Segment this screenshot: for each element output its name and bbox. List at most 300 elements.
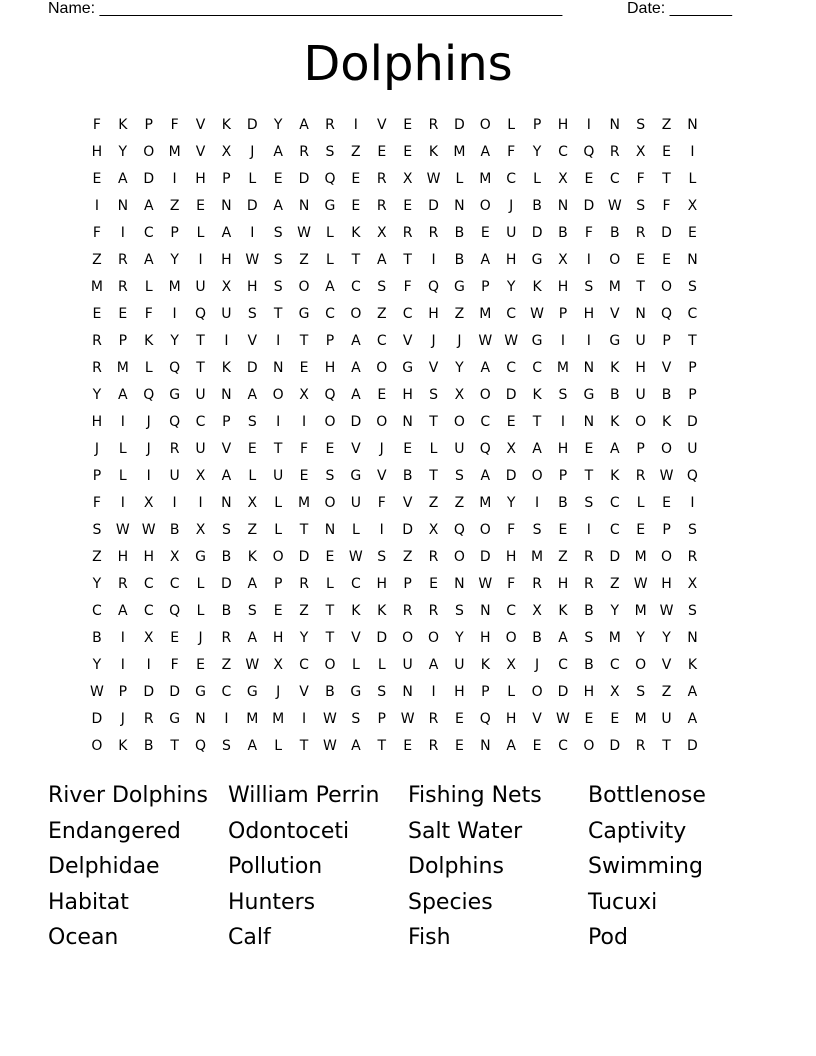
grid-letter[interactable]: A <box>480 144 491 160</box>
grid-letter[interactable]: D <box>687 738 698 754</box>
grid-letter[interactable]: A <box>118 171 128 187</box>
grid-letter[interactable]: Y <box>92 387 102 403</box>
grid-letter[interactable]: P <box>170 225 179 241</box>
grid-letter[interactable]: O <box>609 252 621 268</box>
grid-letter[interactable]: M <box>246 711 259 727</box>
grid-letter[interactable]: Y <box>170 333 179 349</box>
grid-letter[interactable]: E <box>454 738 464 754</box>
grid-letter[interactable]: N <box>480 738 491 754</box>
grid-letter[interactable]: J <box>94 441 100 457</box>
grid-letter[interactable]: K <box>351 603 361 619</box>
grid-letter[interactable]: E <box>325 549 335 565</box>
grid-letter[interactable]: U <box>221 306 232 322</box>
grid-letter[interactable]: O <box>479 387 491 403</box>
grid-letter[interactable]: U <box>402 657 413 673</box>
date-field[interactable]: Date: _______ <box>627 0 732 17</box>
grid-letter[interactable]: Z <box>92 549 102 565</box>
grid-letter[interactable]: X <box>532 603 542 619</box>
grid-letter[interactable]: R <box>584 549 594 565</box>
grid-letter[interactable]: T <box>403 252 412 268</box>
grid-letter[interactable]: O <box>453 549 465 565</box>
grid-letter[interactable]: G <box>350 468 362 484</box>
name-field[interactable]: Name: ____________________________________________________ <box>48 0 563 17</box>
grid-letter[interactable]: B <box>532 630 542 646</box>
grid-letter[interactable]: E <box>92 306 102 322</box>
grid-letter[interactable]: X <box>143 630 154 646</box>
grid-letter[interactable]: U <box>454 657 465 673</box>
grid-letter[interactable]: G <box>350 684 362 700</box>
grid-letter[interactable]: B <box>402 468 413 484</box>
grid-letter[interactable]: A <box>480 360 491 376</box>
grid-letter[interactable]: I <box>560 333 566 349</box>
grid-letter[interactable]: S <box>687 522 697 538</box>
grid-letter[interactable]: A <box>351 387 361 403</box>
grid-letter[interactable]: F <box>507 522 516 538</box>
grid-letter[interactable]: Z <box>221 657 232 673</box>
grid-letter[interactable]: B <box>221 549 232 565</box>
grid-letter[interactable]: S <box>351 711 361 727</box>
grid-letter[interactable]: M <box>168 279 181 295</box>
grid-letter[interactable]: J <box>509 198 514 214</box>
grid-letter[interactable]: G <box>298 306 310 322</box>
grid-letter[interactable]: X <box>506 441 516 457</box>
grid-letter[interactable]: E <box>403 117 413 133</box>
grid-letter[interactable]: M <box>608 279 621 295</box>
grid-letter[interactable]: G <box>246 684 258 700</box>
grid-letter[interactable]: L <box>118 468 127 484</box>
grid-letter[interactable]: T <box>196 333 205 349</box>
grid-letter[interactable]: U <box>195 279 206 295</box>
grid-letter[interactable]: E <box>403 738 413 754</box>
grid-letter[interactable]: W <box>478 576 493 592</box>
grid-letter[interactable]: X <box>609 684 620 700</box>
grid-letter[interactable]: L <box>688 171 697 187</box>
grid-letter[interactable]: L <box>429 441 438 457</box>
grid-letter[interactable]: L <box>351 522 360 538</box>
grid-letter[interactable]: P <box>636 441 645 457</box>
grid-letter[interactable]: W <box>348 549 363 565</box>
grid-letter[interactable]: R <box>117 252 128 268</box>
grid-letter[interactable]: D <box>246 360 258 376</box>
grid-letter[interactable]: B <box>92 630 102 646</box>
grid-letter[interactable]: D <box>246 117 258 133</box>
grid-letter[interactable]: K <box>610 468 620 484</box>
grid-letter[interactable]: V <box>299 684 309 700</box>
grid-letter[interactable]: R <box>428 549 439 565</box>
grid-letter[interactable]: M <box>556 360 570 376</box>
grid-letter[interactable]: E <box>196 657 205 673</box>
grid-letter[interactable]: D <box>298 549 310 565</box>
grid-letter[interactable]: X <box>687 198 698 214</box>
grid-letter[interactable]: S <box>636 117 646 133</box>
grid-letter[interactable]: L <box>507 684 516 700</box>
grid-letter[interactable]: V <box>609 306 620 322</box>
grid-letter[interactable]: I <box>302 414 307 430</box>
grid-letter[interactable]: R <box>428 117 439 133</box>
grid-letter[interactable]: V <box>376 117 387 133</box>
grid-letter[interactable]: N <box>557 198 569 214</box>
grid-letter[interactable]: A <box>376 252 387 268</box>
grid-letter[interactable]: L <box>274 495 283 511</box>
grid-letter[interactable]: R <box>402 225 413 241</box>
grid-letter[interactable]: P <box>481 684 490 700</box>
grid-letter[interactable]: H <box>480 630 491 646</box>
grid-letter[interactable]: R <box>428 603 439 619</box>
grid-letter[interactable]: O <box>350 306 362 322</box>
grid-letter[interactable]: S <box>377 549 387 565</box>
grid-letter[interactable]: O <box>324 414 336 430</box>
grid-letter[interactable]: N <box>687 117 698 133</box>
grid-letter[interactable]: V <box>221 441 232 457</box>
grid-letter[interactable]: O <box>272 387 284 403</box>
grid-letter[interactable]: M <box>298 495 311 511</box>
grid-letter[interactable]: E <box>325 441 335 457</box>
grid-letter[interactable]: S <box>584 279 594 295</box>
grid-letter[interactable]: Y <box>170 252 179 268</box>
grid-letter[interactable]: C <box>325 306 335 322</box>
grid-letter[interactable]: D <box>661 225 672 241</box>
grid-letter[interactable]: M <box>608 630 621 646</box>
grid-letter[interactable]: A <box>118 387 128 403</box>
grid-letter[interactable]: S <box>532 522 542 538</box>
grid-letter[interactable]: Q <box>194 738 207 754</box>
grid-letter[interactable]: P <box>273 576 283 592</box>
grid-letter[interactable]: I <box>172 171 177 187</box>
grid-letter[interactable]: Q <box>169 603 181 619</box>
grid-letter[interactable]: O <box>428 630 440 646</box>
grid-letter[interactable]: B <box>325 684 335 700</box>
grid-letter[interactable]: B <box>221 603 232 619</box>
grid-letter[interactable]: I <box>586 522 591 538</box>
grid-letter[interactable]: I <box>535 495 540 511</box>
grid-letter[interactable]: T <box>584 468 594 484</box>
grid-letter[interactable]: K <box>144 333 154 349</box>
grid-letter[interactable]: E <box>480 225 490 241</box>
grid-letter[interactable]: P <box>558 306 568 322</box>
grid-letter[interactable]: C <box>143 576 154 592</box>
grid-letter[interactable]: Q <box>428 279 440 295</box>
grid-letter[interactable]: A <box>558 630 568 646</box>
grid-letter[interactable]: A <box>351 333 361 349</box>
grid-letter[interactable]: F <box>300 441 309 457</box>
grid-letter[interactable]: G <box>531 333 543 349</box>
grid-letter[interactable]: C <box>558 144 568 160</box>
grid-letter[interactable]: Z <box>247 522 258 538</box>
grid-letter[interactable]: A <box>532 441 542 457</box>
grid-letter[interactable]: V <box>428 360 439 376</box>
grid-letter[interactable]: C <box>169 576 180 592</box>
grid-letter[interactable]: M <box>634 603 647 619</box>
grid-letter[interactable]: Y <box>610 603 620 619</box>
grid-letter[interactable]: I <box>146 468 151 484</box>
grid-letter[interactable]: P <box>222 414 231 430</box>
grid-letter[interactable]: T <box>662 738 671 754</box>
grid-letter[interactable]: F <box>584 225 593 241</box>
grid-letter[interactable]: E <box>273 171 283 187</box>
grid-letter[interactable]: Z <box>428 495 439 511</box>
grid-letter[interactable]: H <box>454 684 465 700</box>
grid-letter[interactable]: K <box>558 603 568 619</box>
grid-letter[interactable]: A <box>247 738 258 754</box>
grid-letter[interactable]: C <box>506 603 517 619</box>
grid-letter[interactable]: X <box>221 144 232 160</box>
grid-letter[interactable]: W <box>400 711 415 727</box>
grid-letter[interactable]: I <box>198 495 203 511</box>
grid-letter[interactable]: E <box>532 738 542 754</box>
grid-letter[interactable]: R <box>117 576 128 592</box>
grid-letter[interactable]: T <box>636 279 645 295</box>
grid-letter[interactable]: O <box>402 630 414 646</box>
grid-letter[interactable]: J <box>535 657 540 673</box>
grid-letter[interactable]: E <box>170 630 180 646</box>
grid-letter[interactable]: D <box>454 117 465 133</box>
grid-letter[interactable]: Q <box>479 441 491 457</box>
grid-letter[interactable]: E <box>584 441 594 457</box>
grid-letter[interactable]: K <box>428 144 439 160</box>
grid-letter[interactable]: R <box>687 549 698 565</box>
grid-letter[interactable]: T <box>196 360 205 376</box>
grid-letter[interactable]: R <box>376 198 387 214</box>
grid-letter[interactable]: C <box>92 603 102 619</box>
grid-letter[interactable]: O <box>661 441 673 457</box>
grid-letter[interactable]: L <box>636 495 645 511</box>
grid-letter[interactable]: H <box>505 252 517 268</box>
grid-letter[interactable]: M <box>272 711 285 727</box>
grid-letter[interactable]: F <box>92 495 101 511</box>
grid-letter[interactable]: D <box>557 684 569 700</box>
grid-letter[interactable]: B <box>532 198 542 214</box>
grid-letter[interactable]: S <box>584 495 594 511</box>
grid-letter[interactable]: M <box>634 549 647 565</box>
grid-letter[interactable]: T <box>325 630 335 646</box>
grid-letter[interactable]: W <box>323 711 337 727</box>
grid-letter[interactable]: O <box>298 279 310 295</box>
grid-letter[interactable]: E <box>454 711 464 727</box>
grid-letter[interactable]: X <box>195 522 206 538</box>
grid-letter[interactable]: I <box>120 225 125 241</box>
grid-letter[interactable]: R <box>428 711 439 727</box>
grid-letter[interactable]: L <box>274 522 283 538</box>
grid-letter[interactable]: D <box>428 198 439 214</box>
grid-letter[interactable]: R <box>169 441 180 457</box>
grid-letter[interactable]: F <box>662 198 671 214</box>
grid-letter[interactable]: U <box>169 468 180 484</box>
grid-letter[interactable]: W <box>426 171 441 187</box>
grid-letter[interactable]: C <box>221 684 232 700</box>
grid-letter[interactable]: J <box>250 144 255 160</box>
grid-letter[interactable]: G <box>169 711 181 727</box>
grid-letter[interactable]: E <box>636 522 646 538</box>
grid-letter[interactable]: Y <box>636 630 645 646</box>
grid-letter[interactable]: A <box>480 468 491 484</box>
grid-letter[interactable]: E <box>351 171 361 187</box>
grid-letter[interactable]: L <box>533 171 541 187</box>
grid-letter[interactable]: I <box>198 252 203 268</box>
grid-letter[interactable]: B <box>609 225 620 241</box>
grid-letter[interactable]: F <box>144 306 153 322</box>
grid-letter[interactable]: C <box>687 306 698 322</box>
grid-letter[interactable]: G <box>609 333 621 349</box>
grid-letter[interactable]: O <box>453 414 465 430</box>
grid-letter[interactable]: N <box>454 198 465 214</box>
grid-letter[interactable]: B <box>169 522 180 538</box>
grid-letter[interactable]: O <box>661 549 673 565</box>
grid-letter[interactable]: H <box>635 360 646 376</box>
grid-letter[interactable]: Y <box>662 630 671 646</box>
grid-letter[interactable]: D <box>376 630 388 646</box>
grid-letter[interactable]: S <box>273 225 283 241</box>
grid-letter[interactable]: X <box>169 549 180 565</box>
grid-letter[interactable]: L <box>248 171 257 187</box>
grid-letter[interactable]: W <box>141 522 156 538</box>
grid-letter[interactable]: A <box>687 684 698 700</box>
grid-letter[interactable]: E <box>351 198 361 214</box>
grid-letter[interactable]: H <box>557 441 569 457</box>
grid-letter[interactable]: I <box>120 657 125 673</box>
grid-letter[interactable]: L <box>455 171 464 187</box>
grid-letter[interactable]: S <box>429 387 438 403</box>
grid-letter[interactable]: C <box>195 414 206 430</box>
grid-letter[interactable]: A <box>506 738 516 754</box>
grid-letter[interactable]: V <box>402 495 413 511</box>
grid-letter[interactable]: I <box>586 117 591 133</box>
grid-letter[interactable]: C <box>609 495 620 511</box>
grid-letter[interactable]: I <box>560 414 566 430</box>
grid-letter[interactable]: W <box>478 333 493 349</box>
grid-letter[interactable]: E <box>92 171 102 187</box>
grid-letter[interactable]: T <box>429 414 438 430</box>
grid-letter[interactable]: N <box>687 252 698 268</box>
grid-letter[interactable]: E <box>688 225 697 241</box>
grid-letter[interactable]: N <box>298 198 310 214</box>
grid-letter[interactable]: D <box>479 549 491 565</box>
grid-letter[interactable]: U <box>687 441 698 457</box>
grid-letter[interactable]: C <box>350 576 361 592</box>
grid-letter[interactable]: S <box>325 468 335 484</box>
grid-letter[interactable]: T <box>662 171 671 187</box>
grid-letter[interactable]: I <box>120 495 125 511</box>
grid-letter[interactable]: Y <box>532 144 542 160</box>
grid-letter[interactable]: S <box>584 630 594 646</box>
grid-letter[interactable]: R <box>635 738 646 754</box>
grid-letter[interactable]: M <box>453 144 466 160</box>
grid-letter[interactable]: U <box>454 441 465 457</box>
grid-letter[interactable]: I <box>379 522 384 538</box>
grid-letter[interactable]: B <box>454 225 465 241</box>
grid-letter[interactable]: A <box>609 441 620 457</box>
grid-letter[interactable]: M <box>531 549 544 565</box>
grid-letter[interactable]: Q <box>583 144 595 160</box>
grid-letter[interactable]: V <box>247 333 258 349</box>
grid-letter[interactable]: O <box>143 144 155 160</box>
grid-letter[interactable]: J <box>457 333 462 349</box>
grid-letter[interactable]: T <box>532 414 542 430</box>
grid-letter[interactable]: H <box>376 576 387 592</box>
grid-letter[interactable]: R <box>635 225 646 241</box>
grid-letter[interactable]: C <box>506 171 517 187</box>
grid-letter[interactable]: A <box>687 711 698 727</box>
grid-letter[interactable]: K <box>221 117 231 133</box>
grid-letter[interactable]: M <box>479 306 492 322</box>
grid-letter[interactable]: R <box>532 576 542 592</box>
grid-letter[interactable]: W <box>530 306 544 322</box>
grid-letter[interactable]: K <box>687 657 698 673</box>
grid-letter[interactable]: A <box>480 252 491 268</box>
grid-letter[interactable]: O <box>583 738 595 754</box>
grid-letter[interactable]: E <box>247 441 257 457</box>
grid-letter[interactable]: Q <box>324 171 336 187</box>
grid-letter[interactable]: G <box>453 279 465 295</box>
grid-letter[interactable]: S <box>221 522 231 538</box>
grid-letter[interactable]: X <box>687 576 698 592</box>
grid-letter[interactable]: Y <box>455 360 464 376</box>
grid-letter[interactable]: L <box>351 657 360 673</box>
grid-letter[interactable]: D <box>609 738 621 754</box>
grid-letter[interactable]: I <box>94 198 100 214</box>
grid-letter[interactable]: D <box>531 225 543 241</box>
grid-letter[interactable]: Z <box>376 306 387 322</box>
grid-letter[interactable]: S <box>325 144 335 160</box>
grid-letter[interactable]: D <box>298 171 310 187</box>
grid-letter[interactable]: D <box>91 711 103 727</box>
grid-letter[interactable]: P <box>222 171 231 187</box>
grid-letter[interactable]: W <box>556 711 570 727</box>
grid-letter[interactable]: N <box>221 198 232 214</box>
grid-letter[interactable]: P <box>92 468 102 484</box>
grid-letter[interactable]: R <box>143 711 154 727</box>
grid-letter[interactable]: D <box>246 198 258 214</box>
grid-letter[interactable]: V <box>195 117 206 133</box>
grid-letter[interactable]: E <box>558 522 568 538</box>
grid-letter[interactable]: C <box>609 657 620 673</box>
grid-letter[interactable]: A <box>351 360 361 376</box>
grid-letter[interactable]: L <box>248 468 257 484</box>
grid-letter[interactable]: O <box>376 360 388 376</box>
grid-letter[interactable]: L <box>196 603 205 619</box>
grid-letter[interactable]: L <box>326 576 334 592</box>
grid-letter[interactable]: Z <box>609 576 620 592</box>
grid-letter[interactable]: H <box>247 279 258 295</box>
grid-letter[interactable]: X <box>195 468 206 484</box>
grid-letter[interactable]: M <box>116 360 129 376</box>
grid-letter[interactable]: E <box>118 306 128 322</box>
grid-letter[interactable]: A <box>247 387 258 403</box>
grid-letter[interactable]: Q <box>194 306 207 322</box>
grid-letter[interactable]: G <box>195 684 206 700</box>
grid-letter[interactable]: C <box>299 657 309 673</box>
grid-letter[interactable]: Y <box>506 279 516 295</box>
grid-letter[interactable]: I <box>146 657 151 673</box>
grid-letter[interactable]: I <box>431 684 436 700</box>
grid-letter[interactable]: E <box>610 711 620 727</box>
grid-letter[interactable]: I <box>250 225 255 241</box>
grid-letter[interactable]: H <box>272 630 284 646</box>
grid-letter[interactable]: S <box>687 279 697 295</box>
grid-letter[interactable]: Z <box>169 198 180 214</box>
grid-letter[interactable]: O <box>479 522 491 538</box>
grid-letter[interactable]: T <box>325 603 335 619</box>
grid-letter[interactable]: E <box>403 144 413 160</box>
grid-letter[interactable]: Q <box>661 306 673 322</box>
grid-letter[interactable]: D <box>505 468 517 484</box>
grid-letter[interactable]: A <box>221 225 232 241</box>
grid-letter[interactable]: M <box>168 144 181 160</box>
grid-letter[interactable]: N <box>195 711 206 727</box>
grid-letter[interactable]: H <box>557 117 569 133</box>
grid-letter[interactable]: N <box>583 360 595 376</box>
grid-letter[interactable]: L <box>377 657 386 673</box>
grid-letter[interactable]: P <box>688 360 697 376</box>
